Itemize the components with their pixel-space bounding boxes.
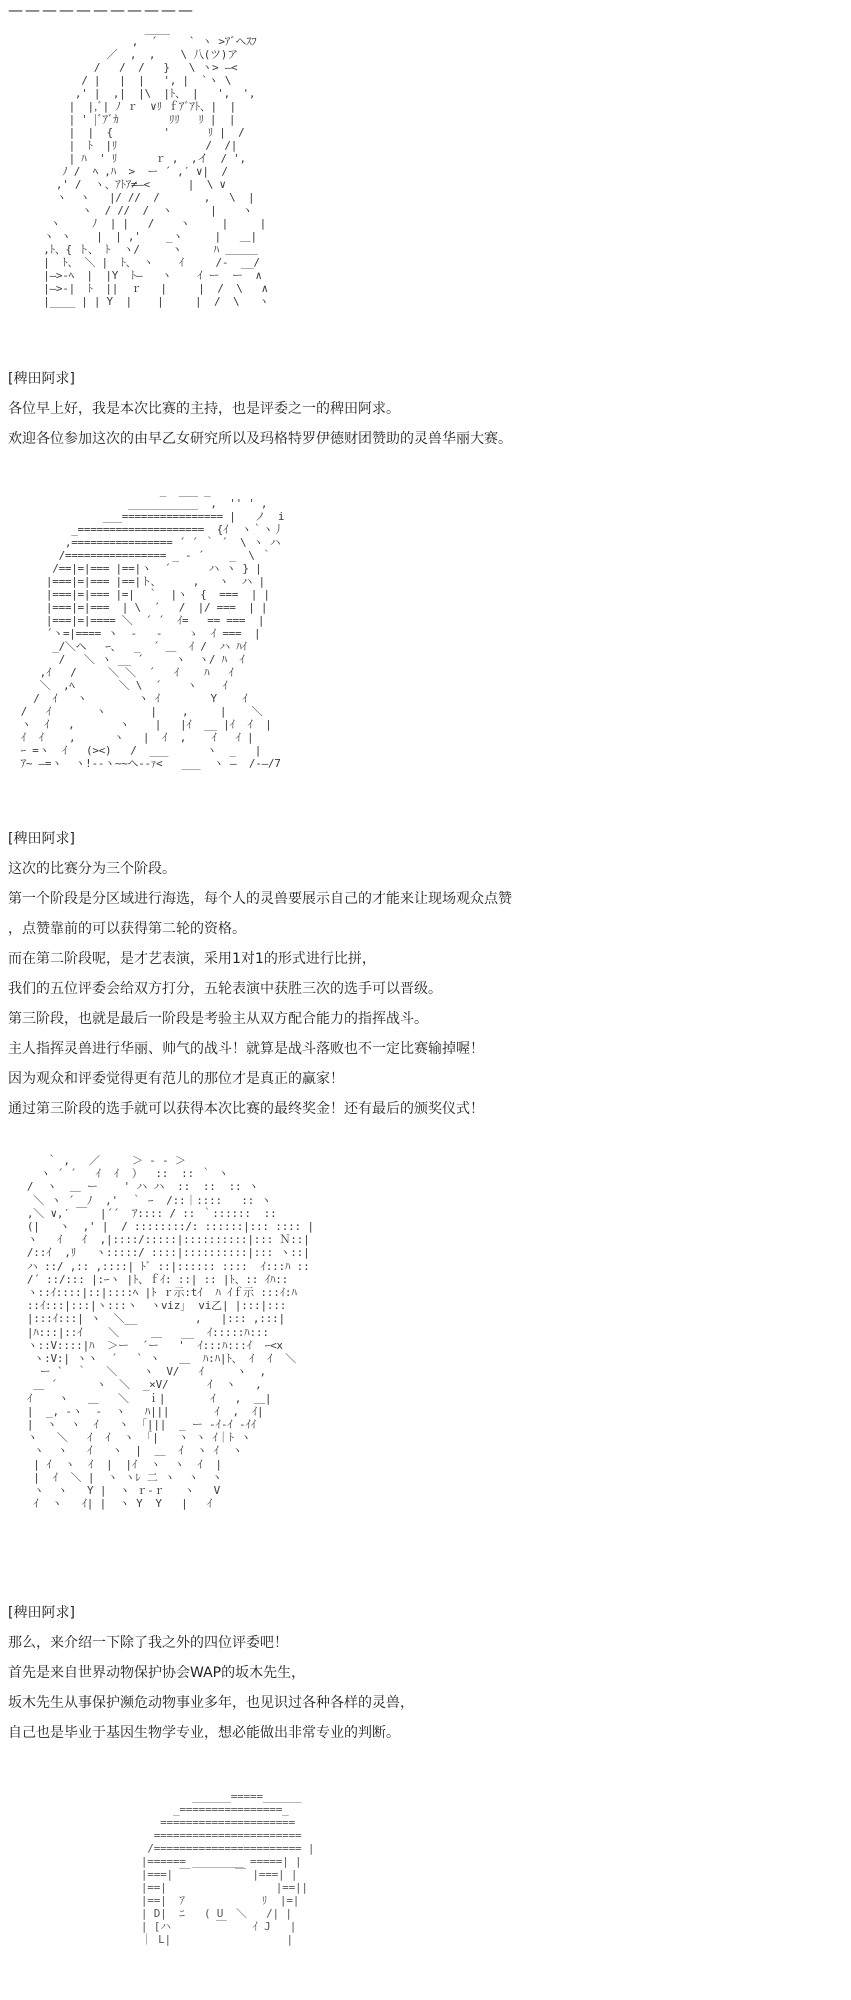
dialogue-line: 主人指挥灵兽进行华丽、帅气的战斗！就算是战斗落败也不一定比赛输掉喔！ — [8, 1041, 484, 1057]
speaker-label: [稗田阿求] — [8, 371, 75, 387]
ascii-art-sakaki-partial: ______=====______ _================_ ===================== ======================= /======================= | |====== ________ =====| | |===| ￣ ￣ |===| | |==| |==|| |==| ｱ ﾘ |=| | D| ﾆ ( U ＼ /| | | [ハ ￣ ｲ J | ｜ L| | — [140, 1790, 315, 1946]
dialogue-line: 而在第二阶段呢，是才艺表演，采用1对1的形式进行比拼， — [8, 951, 376, 967]
dialogue-line: ，点赞靠前的可以获得第二轮的资格。 — [8, 921, 246, 937]
dialogue-block-1 — [8, 364, 512, 454]
dialogue-line: 坂木先生从事保护濒危动物事业多年，也见识过各种各样的灵兽， — [8, 1695, 414, 1711]
dialogue-block-3 — [8, 1598, 414, 1748]
ascii-art-hieda-no-akyuu-2: _ ___ _ ___________ , '' ' , ___================ | ノ i _==================== {ｲ ヽ｀ヽ丿 ,================ ´ ´ ｀ ´ \ ヽ ハ /================ _ ‐ ´ _ \ ｀ /==|=|=== |==|ヽ ´ ハ ヽ } | |===|=|=== |==|ト、 , ヽ ハ | |===|=|=== |=| ｀ |ヽ { === | | |===|=|=== | \ ´ / |/ === | | |===|=|==== ＼ ´ ´ ｲ= == === | ´ヽ=|==== ヽ ‐ ‐ ゝ ｲ === | _/＼ヘ ｰ、 _ ´ ＿ ｲ / ハ ﾊｲ / ＼ ヽ __ ´ ヽ ヽ/ ﾊ ｲ ,ｲ / ＼ ＼ ´ ｲ ﾊ ｲ ＼ ,ﾍ ＼ \ ´ ヽ ｲ / ｲ ヽ ヽ ｲ Y ｲ / ｲ ヽ | , | ＼ ヽ ｲ , ヽ | |ｲ __ |ｲ ｲ | ｲ ｲ , ヽ | ｲ , ｲ ｲ | ｰ =ヽ ｲ (><) / ___ ヽ _ | ｱ~ ―=ヽ ヽ!--ヽ~~ヘ--ｧ< ___ ヽ ― /-―/7 — [20, 484, 285, 770]
ascii-art-hieda-no-akyuu-3: ｀ , ／ ＞ ‐ ‐ ＞ ヽ ´ ´ ｲ ｲ ） :: :: ｀ ヽ / ヽ ＿ ー ' ハ ハ :: :: :: ヽ ＼ ヽ ´ ﾉ ,' ｀ ｰ /::｜:::: :: ヽ ,＼ ∨,′ ￣ |´´ ｱ:::: / :: ｀:::::: :: (| ヽ ,' | / ::::::::/: ::::::|::: :::: | ヽ ｲ ｲ ,|::::/:::::|::::::::::|::: Ｎ::| /::ｲ ,ﾘ ヽ:::::/ ::::|::::::::::|::: ヽ::| ハ ::/ ,:: ,::::| ﾄﾞ ::|:::::: :::: ｲ:::ﾊ :: /´ ::/::: |:ｰヽ |ﾄ、ｆｲ: ::| :: |ﾄ、:: ｲﾊ:: ヽ::ｲ::::|::|::::ﾍ |ﾄ ｒ示:tｲ ﾊ ｲｆ示 :::ｲ:ﾊ ::ｲ:::|:::|ヽ:::ヽ ヽviz｣ vi乙| |:::|::: |:::ｲ:::| ヽ ＼__ , |::: ,:::| |ﾊ:::|::ｲ ＼ ＿ __ ｲ:::::ﾊ::: ヽ::V::::|ﾊ ＞ー ´ー ' ｲ:::ﾊ:::ｲ ｰ<x ヽ:V:| ヽヽ ´ ` ヽ ＿ ﾊ:ﾊ|ﾄ、 ｲ ｲ ＼ ー ` ｀ ＼ ヽ V/ ｲ ヽ , ＿ ´ ヽ ＼ _×V/ ｲ ヽ , ｲ ヽ ＿ ＼ ｉ| ｲ , ＿| | _, -ヽ - ヽ ﾊ||| ｲ , ｲ| | ヽ ヽ ｲ ヽ ｢||| _ ー -ｲ-ｲ -ｲｲ ヽ ＼ ｲ ｲ ヽ ｢| ヽ ヽ ｲ｜ﾄ ヽ ヽ ヽ ｲ ヽ | ＿ ｲ ヽ ｲ ヽ | ｲ ヽ ｲ | |ｲ ヽ ヽ ｲ | | ｲ ＼ | ヽ ヽﾚ 二 ヽ ヽ ヽ ヽ ヽ Y | ヽ ｒ-ｒ ヽ V ｲ ヽ ｲ| | ヽ Y Y | ｲ — [26, 1154, 314, 1511]
dialogue-block-2 — [8, 824, 512, 1124]
dialogue-line: 那么，来介绍一下除了我之外的四位评委吧！ — [8, 1635, 288, 1651]
dialogue-line: 各位早上好，我是本次比赛的主持，也是评委之一的稗田阿求。 — [8, 401, 400, 417]
dialogue-line: 第一个阶段是分区域进行海选，每个人的灵兽要展示自己的才能来让现场观众点赞 — [8, 891, 512, 907]
ascii-art-hieda-no-akyuu-1: ____ , ´ ` ヽ >ｱﾞヘｽﾌ ／ , , \ 八(ツ)ア / / / } \ ヽ> ―< / | | | ', | `ヽ \ ,' | ,| |\ |ﾄ、 | ', ', | |,ﾞ| ﾉ ｒ ∨ﾘ ｆｱﾞｱﾄ、| | | ' |ﾞｱﾞｶ ﾘﾘ ﾘ | | | | { ' ﾘ | / | ﾄ |ﾘ / /| | ﾊ ' ﾘ ｒ , ,イ / ', ﾉ / ﾍ ,ﾊ > ー ´ ,′ ∨| / ,' / ヽ、ｱﾄｱ≠―< | \ ∨ ヽ ヽ |/ // / , \ | ヽ / // / ヽ | ヽ ヽ ﾉ | | / ヽ | | ヽ ヽ | | ,' _ヽ | ＿| ,ﾄ、{ ト、 ﾄ ヽ/ ヽ ﾊ ＿＿＿ | ﾄ、 ＼ | ﾄ、 ヽ ｲ /- __/ |―>-ﾍ | |Y ﾄ― ヽ ｲ ー ー ∧ |―>-| ﾄ || ｒ | | / \ ∧ |____ | | Y | | | / \ ヽ — [43, 22, 269, 308]
dialogue-line: 自己也是毕业于基因生物学专业，想必能做出非常专业的判断。 — [8, 1725, 400, 1741]
dialogue-line: 通过第三阶段的选手就可以获得本次比赛的最终奖金！还有最后的颁奖仪式！ — [8, 1101, 484, 1117]
dialogue-line: 欢迎各位参加这次的由早乙女研究所以及玛格特罗伊德财团赞助的灵兽华丽大赛。 — [8, 431, 512, 447]
dialogue-line: 因为观众和评委觉得更有范儿的那位才是真正的赢家！ — [8, 1071, 344, 1087]
section-divider: ——————————— — [8, 1, 195, 19]
dialogue-line: 这次的比赛分为三个阶段。 — [8, 861, 176, 877]
speaker-label: [稗田阿求] — [8, 831, 75, 847]
dialogue-line: 第三阶段，也就是最后一阶段是考验主从双方配合能力的指挥战斗。 — [8, 1011, 428, 1027]
dialogue-line: 首先是来自世界动物保护协会WAP的坂木先生， — [8, 1665, 306, 1681]
dialogue-line: 我们的五位评委会给双方打分，五轮表演中获胜三次的选手可以晋级。 — [8, 981, 442, 997]
speaker-label: [稗田阿求] — [8, 1605, 75, 1621]
